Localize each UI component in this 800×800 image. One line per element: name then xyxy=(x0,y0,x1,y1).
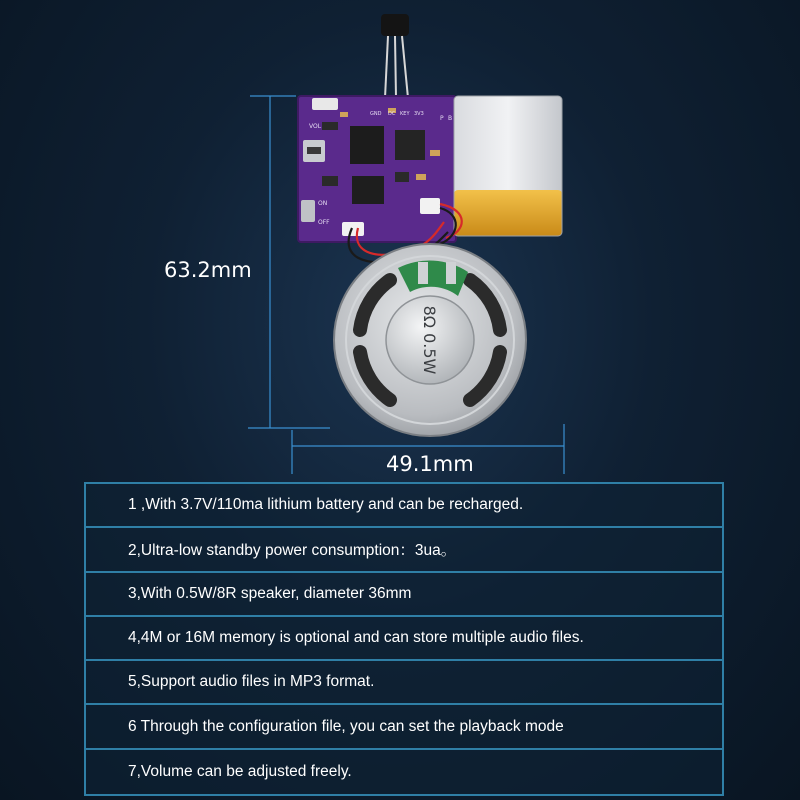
feature-item-7: 7,Volume can be adjusted freely. xyxy=(128,762,352,780)
feature-item-1: 1 ,With 3.7V/110ma lithium battery and can be recharged. xyxy=(86,484,722,528)
feature-item-5: 5,Support audio files in MP3 format. xyxy=(86,661,722,705)
height-dimension-label: 63.2mm xyxy=(164,258,252,282)
feature-item-4: 4,4M or 16M memory is optional and can store multiple audio files. xyxy=(86,617,722,661)
speaker xyxy=(334,244,526,436)
feature-item-6: 6 Through the configuration file, you can set the playback mode xyxy=(86,705,722,749)
speaker-marking: 8Ω 0.5W xyxy=(420,305,439,375)
silkscreen-dc: DC xyxy=(388,111,396,117)
lithium-battery xyxy=(454,96,562,236)
silkscreen-p: P xyxy=(440,115,444,122)
feature-item-2: 2,Ultra-low standby power consumption：3ua。 xyxy=(86,528,722,572)
silkscreen-vol: VOL xyxy=(309,123,322,130)
silkscreen-gnd: GND xyxy=(370,111,382,117)
pcb-board xyxy=(298,96,456,242)
feature-list xyxy=(84,482,724,796)
silkscreen-3v3: 3V3 xyxy=(414,111,424,117)
silkscreen-key: KEY xyxy=(400,111,410,117)
silkscreen-off: OFF xyxy=(318,219,330,226)
silkscreen-b: B xyxy=(448,115,453,122)
feature-item-3: 3,With 0.5W/8R speaker, diameter 36mm xyxy=(86,573,722,617)
silkscreen-on: ON xyxy=(318,200,328,207)
sensor-component xyxy=(381,14,409,98)
width-dimension-label: 49.1mm xyxy=(386,452,474,476)
